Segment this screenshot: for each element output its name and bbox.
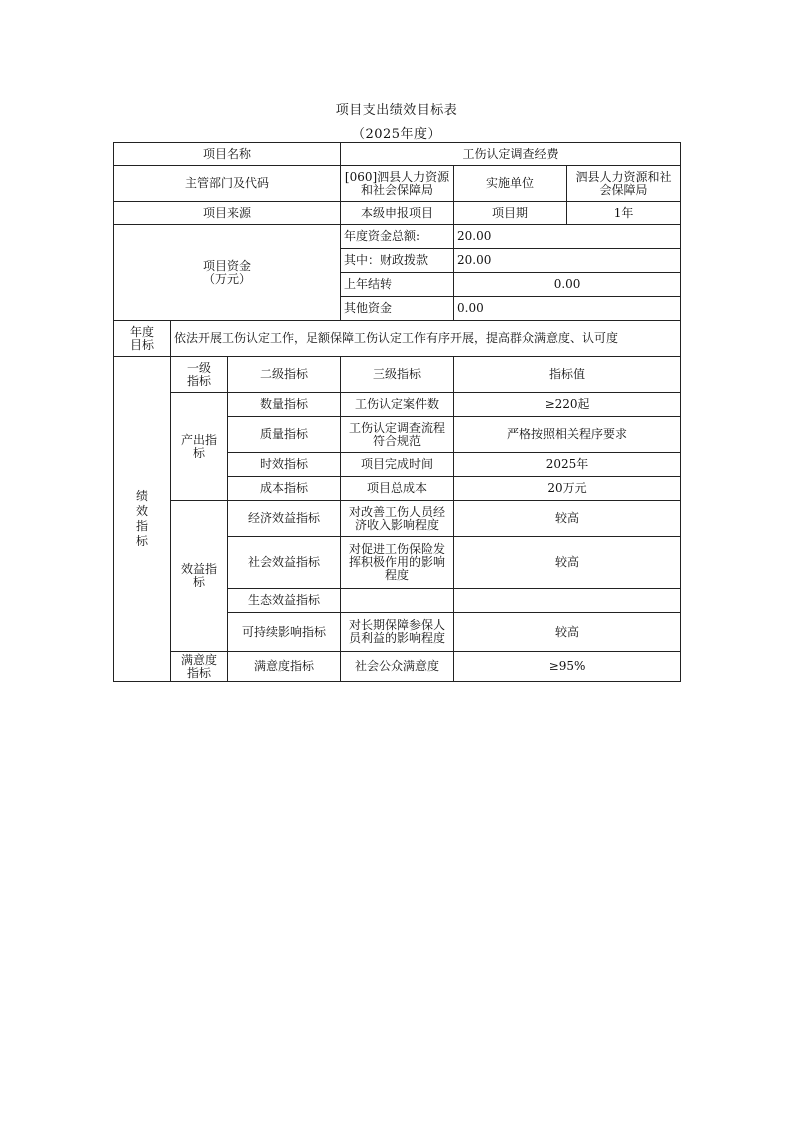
- level2-cell: 数量指标: [228, 393, 341, 417]
- funds-row-value: 0.00: [454, 273, 681, 297]
- funds-row-label: 上年结转: [341, 273, 454, 297]
- output-label-line1: 产出指: [180, 432, 217, 447]
- table-row: [114, 393, 681, 417]
- level2-cell: 可持续影响指标: [228, 613, 341, 652]
- satisfaction-label-line1: 满意度: [180, 652, 217, 667]
- level3-cell: 项目完成时间: [341, 453, 454, 477]
- project-name-label: 项目名称: [114, 143, 341, 166]
- value-cell: 较高: [454, 501, 681, 537]
- table-row: [114, 501, 681, 537]
- funds-row-value: 0.00: [454, 297, 681, 321]
- row-annual-goal: [114, 321, 681, 357]
- benefit-label: [171, 501, 228, 652]
- header-level1-line1: 一级: [186, 360, 211, 375]
- funds-row-value: 20.00: [454, 225, 681, 249]
- level3-cell: 工伤认定案件数: [341, 393, 454, 417]
- header-level3: 三级指标: [341, 357, 454, 393]
- value-cell: 较高: [454, 537, 681, 589]
- table-row: [114, 652, 681, 682]
- value-cell: ≥95%: [454, 652, 681, 682]
- section-label: [114, 357, 171, 682]
- value-cell: [454, 589, 681, 613]
- header-value: 指标值: [454, 357, 681, 393]
- funds-row-label: 其中：财政拨款: [341, 249, 454, 273]
- level2-cell: 质量指标: [228, 417, 341, 453]
- row-source: [114, 202, 681, 225]
- section-label-text: 绩效指标: [136, 489, 149, 548]
- impl-label: 实施单位: [454, 166, 567, 202]
- header-level1-line2: 指标: [186, 373, 211, 388]
- document-year: （2025年度）: [351, 127, 442, 142]
- goal-label: [114, 321, 171, 357]
- period-value: 1年: [567, 202, 681, 225]
- level3-cell: 对长期保障参保人员利益的影响程度: [341, 613, 454, 652]
- level2-cell: 社会效益指标: [228, 537, 341, 589]
- goal-label-line1: 年度: [129, 324, 154, 339]
- row-indicator-header: [114, 357, 681, 393]
- funds-row-label: 年度资金总额:: [341, 225, 454, 249]
- source-label: 项目来源: [114, 202, 341, 225]
- value-cell: 较高: [454, 613, 681, 652]
- value-cell: ≥220起: [454, 393, 681, 417]
- goal-label-line2: 目标: [129, 337, 154, 352]
- impl-value: 泗县人力资源和社会保障局: [567, 166, 681, 202]
- satisfaction-label: [171, 652, 228, 682]
- level2-cell: 成本指标: [228, 477, 341, 501]
- funds-label-line1: 项目资金: [203, 258, 252, 273]
- level3-cell: 项目总成本: [341, 477, 454, 501]
- goal-text: 依法开展工伤认定工作，足额保障工伤认定工作有序开展，提高群众满意度、认可度: [171, 321, 681, 357]
- value-cell: 严格按照相关程序要求: [454, 417, 681, 453]
- document-title: 项目支出绩效目标表: [335, 103, 458, 118]
- satisfaction-label-line2: 指标: [186, 665, 211, 680]
- dept-value: [060]泗县人力资源和社会保障局: [341, 166, 454, 202]
- period-label: 项目期: [454, 202, 567, 225]
- dept-label: 主管部门及代码: [114, 166, 341, 202]
- level3-cell: 工伤认定调查流程符合规范: [341, 417, 454, 453]
- source-value: 本级申报项目: [341, 202, 454, 225]
- row-project-name: [114, 143, 681, 166]
- project-name-value: 工伤认定调查经费: [341, 143, 681, 166]
- funds-label-line2: （万元）: [203, 271, 252, 286]
- level3-cell: 社会公众满意度: [341, 652, 454, 682]
- value-cell: 2025年: [454, 453, 681, 477]
- level3-cell: 对改善工伤人员经济收入影响程度: [341, 501, 454, 537]
- output-label: [171, 393, 228, 501]
- row-funds-total: [114, 225, 681, 249]
- benefit-label-line1: 效益指: [180, 562, 217, 576]
- level3-cell: [341, 589, 454, 613]
- level2-cell: 满意度指标: [228, 652, 341, 682]
- level2-cell: 时效指标: [228, 453, 341, 477]
- value-cell: 20万元: [454, 477, 681, 501]
- level3-cell: 对促进工伤保险发挥积极作用的影响程度: [341, 537, 454, 589]
- funds-row-value: 20.00: [454, 249, 681, 273]
- level2-cell: 经济效益指标: [228, 501, 341, 537]
- output-label-line2: 标: [192, 445, 205, 460]
- row-department: [114, 166, 681, 202]
- header-level2: 二级指标: [228, 357, 341, 393]
- benefit-label-line2: 标: [192, 575, 205, 589]
- header-level1: [171, 357, 228, 393]
- funds-label: [114, 225, 341, 321]
- level2-cell: 生态效益指标: [228, 589, 341, 613]
- performance-target-table: [113, 142, 681, 682]
- funds-row-label: 其他资金: [341, 297, 454, 321]
